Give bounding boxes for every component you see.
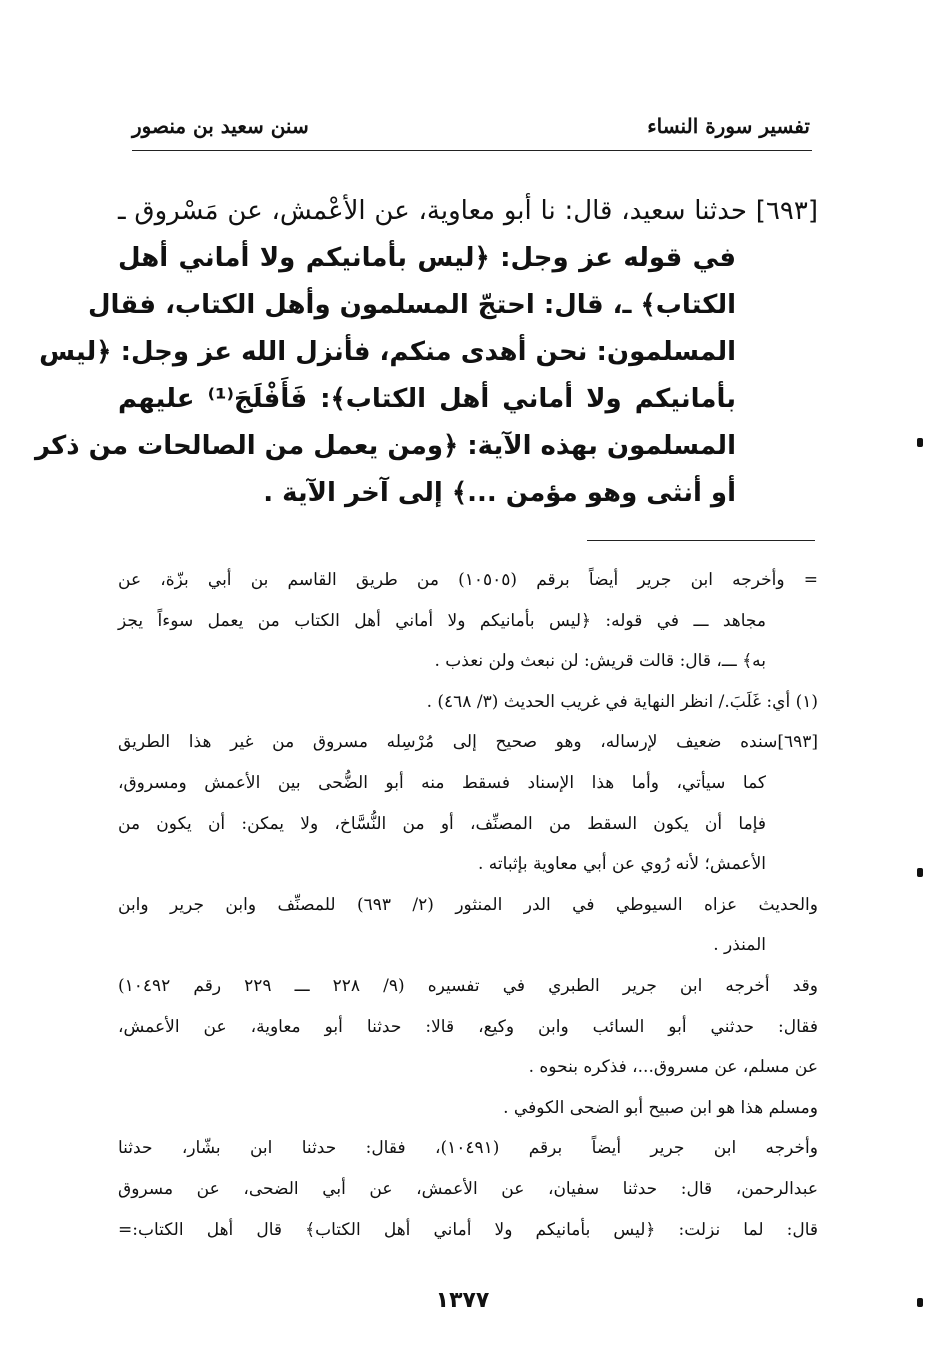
footnote-line: وأخرجه ابن جرير أيضاً برقم (١٠٤٩١)، فقال: حدثنا ابن بشّار، حدثنا: [118, 1138, 818, 1159]
footnote-line: وقد أخرجه ابن جرير الطبري في تفسيره (٩/ ٢٢٨ ـــ ٢٢٩ رقم ١٠٤٩٢): [118, 975, 818, 996]
footnote-line: (١) أي: غَلَبَ./ انظر النهاية في غريب الحديث (٣/ ٤٦٨) .: [426, 691, 818, 712]
footnote-line: عن مسلم، عن مسروق...، فذكره بنحوه .: [528, 1057, 818, 1078]
footnote-divider: [587, 540, 815, 541]
footnote-line: ومسلم هذا هو ابن صبيح أبو الضحى الكوفي .: [503, 1097, 818, 1118]
footnote-line: فقال: حدثني أبو السائب وابن وكيع، قالا: حدثنا أبو معاوية، عن الأعمش،: [118, 1016, 818, 1037]
footnotes: [118, 560, 818, 1250]
scan-speck: [917, 438, 923, 447]
footnote-line: والحديث عزاه السيوطي في الدر المنثور (٢/ ٦٩٣) للمصنِّف وابن جرير وابن: [118, 894, 818, 915]
footnote-line: قال: لما نزلت: ﴿ليس بأمانيكم ولا أماني أهل الكتاب﴾ قال أهل الكتاب:=: [118, 1219, 818, 1240]
main-line: بأمانيكم ولا أماني أهل الكتاب﴾: فَأَفْلَجَ⁽¹⁾ عليهم: [118, 384, 736, 414]
main-line: المسلمون: نحن أهدى منكم، فأنزل الله عز وجل: ﴿ليس: [39, 337, 736, 367]
footnote-line: عبدالرحمن، قال: حدثنا سفيان، عن الأعمش، عن أبي الضحى، عن مسروق: [118, 1178, 818, 1199]
main-line: الكتاب﴾ ـ، قال: احتجّ المسلمون وأهل الكتاب، فقال: [87, 290, 736, 320]
page-number: ١٣٧٧: [435, 1288, 490, 1313]
header-book-title: سنن سعيد بن منصور: [132, 114, 309, 138]
footnote-line: كما سيأتي، وأما هذا الإسناد فسقط منه أبو الضُّحى بين الأعمش ومسروق،: [118, 772, 766, 793]
footnote-line: فإما أن يكون السقط من المصنِّف، أو من النُّسَّاخ، ولا يمكن: أن يكون من: [118, 813, 766, 834]
main-line: في قوله عز وجل: ﴿ليس بأمانيكم ولا أماني أهل: [118, 243, 736, 273]
main-line: المسلمون بهذه الآية: ﴿ومن يعمل من الصالحات من ذكر: [34, 431, 736, 461]
main-text: [34, 188, 818, 517]
main-line: [٦٩٣] حدثنا سعيد، قال: نا أبو معاوية، عن الأعْمش، عن مَسْروق ـ: [118, 196, 818, 226]
scan-speck: [917, 868, 923, 877]
running-header: [132, 114, 810, 148]
main-line: أو أنثى وهو مؤمن ...﴾ إلى آخر الآية .: [263, 478, 736, 508]
footnote-line: المنذر .: [713, 935, 766, 956]
footnote-line: = وأخرجه ابن جرير أيضاً برقم (١٠٥٠٥) من طريق القاسم بن أبي بزّة، عن: [118, 570, 819, 590]
header-chapter-title: تفسير سورة النساء: [647, 114, 810, 138]
footnote-line: [٦٩٣]سنده ضعيف لإرساله، وهو صحيح إلى مُرْسِله مسروق من غير هذا الطريق: [118, 732, 818, 753]
footnote-line: مجاهد ـــ في قوله: ﴿ليس بأمانيكم ولا أماني أهل الكتاب من يعمل سوءاً يجز: [118, 610, 766, 631]
footnote-line: الأعمش؛ لأنه رُوي عن أبي معاوية بإثباته .: [477, 854, 766, 875]
header-divider: [132, 150, 812, 151]
footnote-line: به﴾ ـــ، قال: قالت قريش: لن نبعث ولن نعذب .: [434, 651, 766, 672]
scan-speck: [917, 1298, 923, 1307]
